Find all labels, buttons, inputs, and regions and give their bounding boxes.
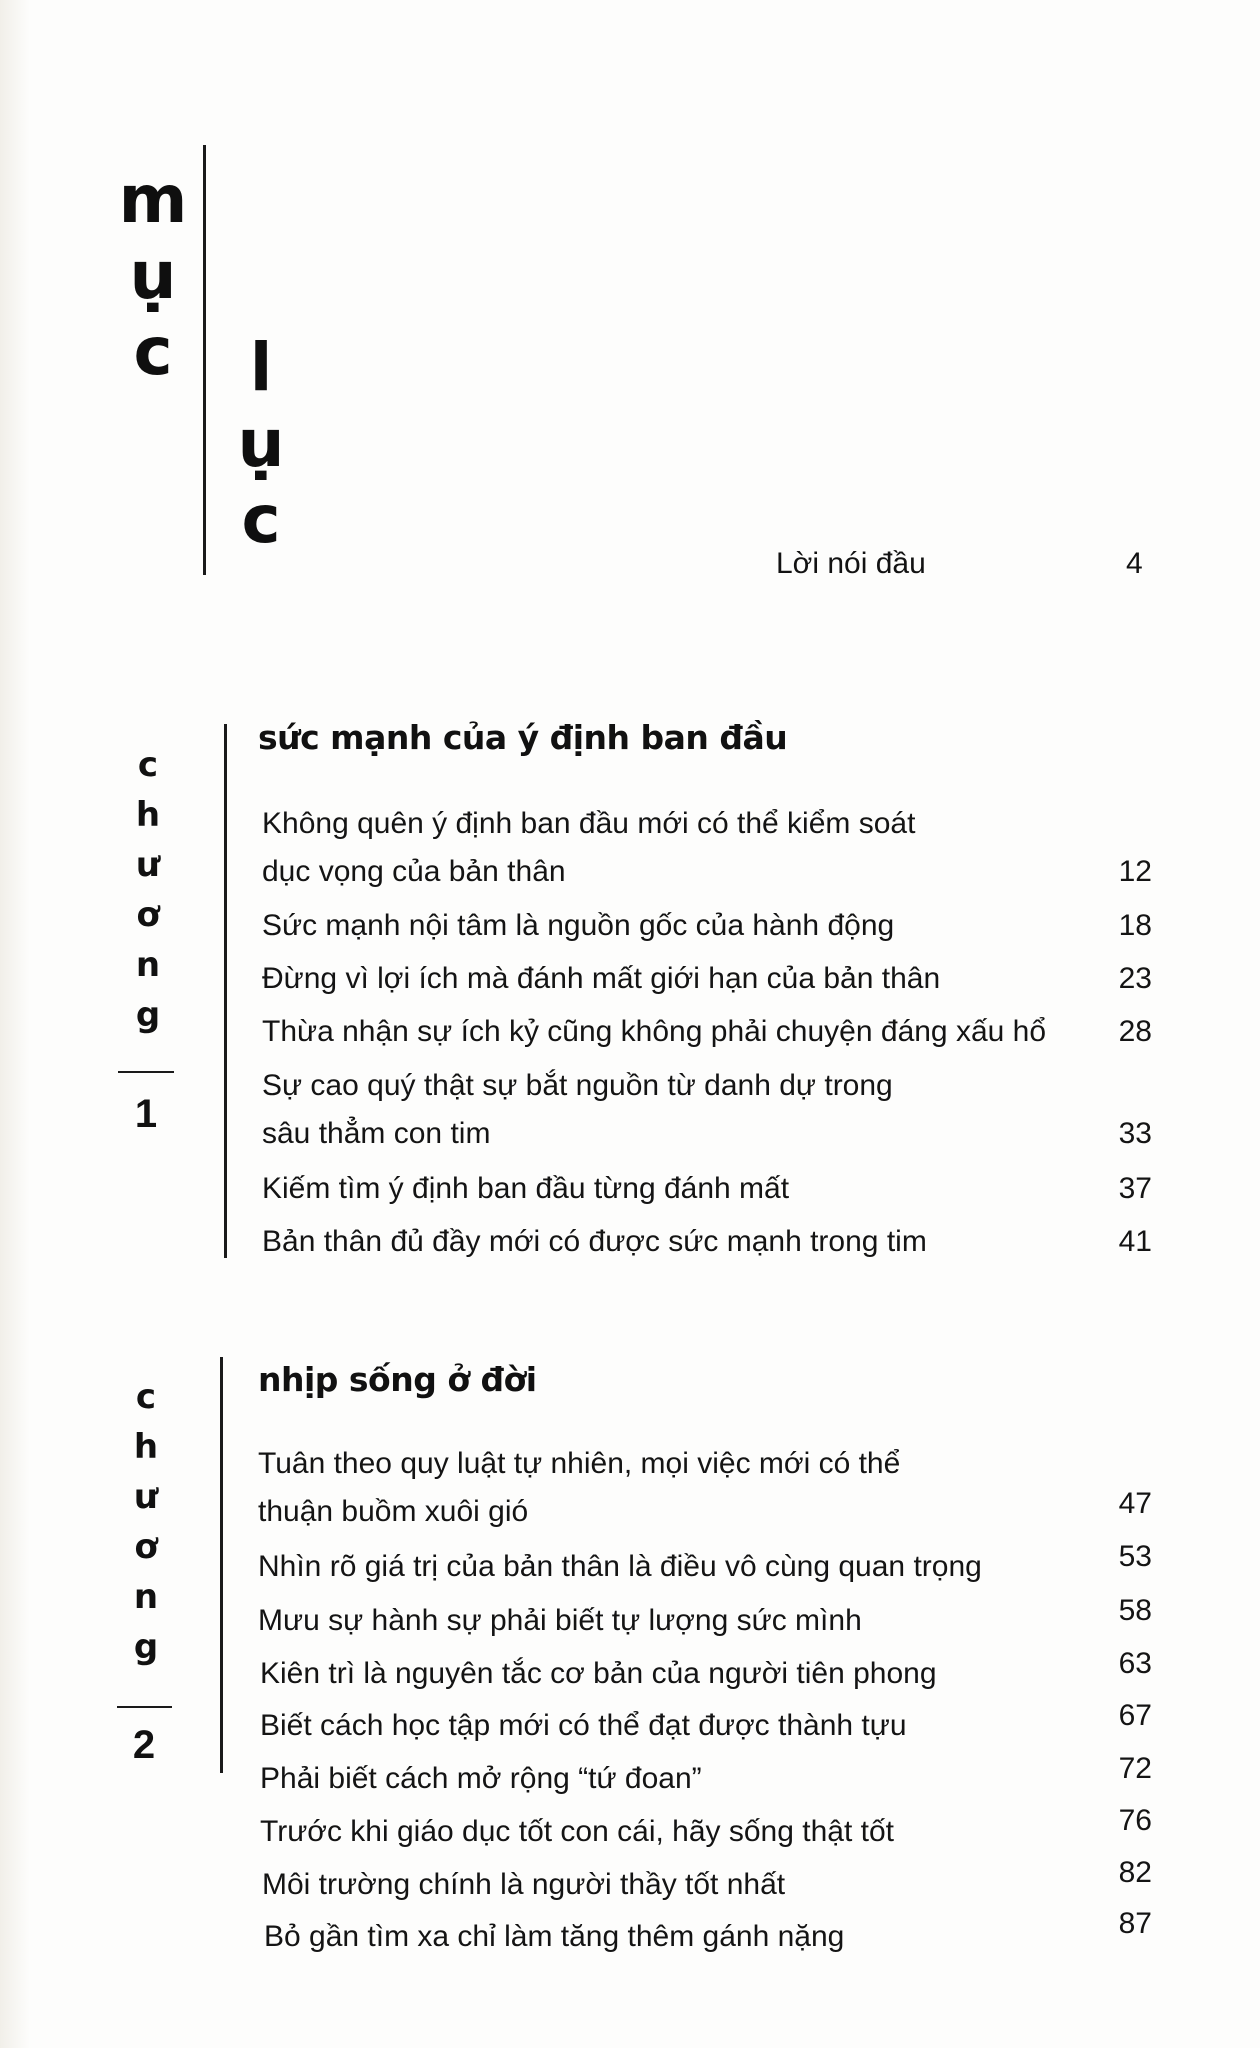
toc-entry[interactable]	[262, 1165, 1092, 1213]
toc-entry[interactable]	[262, 955, 1092, 1003]
title-letter: ụ	[237, 405, 285, 482]
chapter-letter: ư	[135, 845, 161, 885]
chapter-title[interactable]: nhịp sống ở đời	[258, 1360, 537, 1399]
title-letter: l	[249, 329, 273, 406]
chapter-letter: n	[135, 945, 161, 985]
page-number: 23	[1118, 962, 1152, 995]
toc-entry[interactable]	[258, 1440, 1088, 1536]
page-number: 47	[1118, 1487, 1152, 1520]
toc-entry[interactable]	[258, 1543, 1088, 1591]
chapter-divider	[220, 1357, 223, 1773]
toc-entry[interactable]	[260, 1755, 1090, 1803]
entry-line: Sức mạnh nội tâm là nguồn gốc của hành động	[262, 909, 895, 942]
toc-entry[interactable]	[262, 1861, 1092, 1909]
entry-line: Kiên trì là nguyên tắc cơ bản của người tiên phong	[260, 1657, 937, 1690]
title-letter: c	[133, 313, 173, 390]
chapter-letter: n	[133, 1577, 159, 1617]
entry-line: Phải biết cách mở rộng “tứ đoan”	[260, 1762, 702, 1795]
toc-title-left	[118, 162, 188, 390]
title-letter: ụ	[129, 237, 177, 314]
toc-entry[interactable]	[260, 1808, 1090, 1856]
page-edge-shadow	[0, 0, 30, 2048]
toc-entry[interactable]	[262, 1008, 1092, 1056]
page-number: 28	[1118, 1015, 1152, 1048]
toc-entry-intro[interactable]: Lời nói đầu	[776, 547, 926, 580]
page-number: 37	[1118, 1172, 1152, 1205]
page-number: 72	[1118, 1752, 1152, 1785]
toc-entry[interactable]	[262, 1218, 1092, 1266]
chapter-letter: c	[137, 745, 159, 785]
entry-line: sâu thẳm con tim	[262, 1117, 491, 1150]
title-letter: m	[118, 161, 188, 238]
page-number: 41	[1118, 1225, 1152, 1258]
chapter-letter: h	[133, 1427, 159, 1467]
chapter-letter: ư	[133, 1477, 159, 1517]
toc-entry[interactable]	[260, 1650, 1090, 1698]
chapter-label	[120, 740, 176, 1040]
entry-line: Không quên ý định ban đầu mới có thể kiểm soát	[262, 807, 916, 840]
page-number: 82	[1118, 1856, 1152, 1889]
entry-line: Môi trường chính là người thầy tốt nhất	[262, 1868, 786, 1901]
entry-line: Biết cách học tập mới có thể đạt được thành tựu	[260, 1709, 907, 1742]
title-letter: c	[241, 481, 281, 558]
toc-title-right	[226, 330, 296, 558]
chapter-letter: g	[135, 995, 161, 1035]
page-number: 18	[1118, 909, 1152, 942]
entry-line: Nhìn rõ giá trị của bản thân là điều vô cùng quan trọng	[258, 1550, 982, 1583]
chapter-letter: c	[135, 1377, 157, 1417]
entry-line: Kiếm tìm ý định ban đầu từng đánh mất	[262, 1172, 790, 1205]
entry-line: Mưu sự hành sự phải biết tự lượng sức mình	[258, 1604, 862, 1637]
page-number: 53	[1118, 1540, 1152, 1573]
entry-line: dục vọng của bản thân	[262, 855, 566, 888]
chapter-number: 1	[134, 1092, 158, 1136]
entry-line: thuận buồm xuôi gió	[258, 1495, 529, 1528]
chapter-number-divider	[118, 1071, 174, 1073]
page-number: 63	[1118, 1647, 1152, 1680]
chapter-label	[118, 1372, 174, 1672]
page-number: 67	[1118, 1699, 1152, 1732]
chapter-letter: ơ	[134, 1527, 158, 1567]
toc-entry[interactable]	[262, 800, 1092, 896]
chapter-number: 2	[132, 1723, 156, 1767]
page-number: 58	[1118, 1594, 1152, 1627]
toc-entry[interactable]	[262, 1062, 1092, 1158]
toc-entry[interactable]	[258, 1597, 1088, 1645]
entry-line: Tuân theo quy luật tự nhiên, mọi việc mới có thể	[258, 1447, 901, 1480]
title-divider	[203, 145, 206, 575]
page-number: 4	[1126, 547, 1143, 580]
entry-line: Đừng vì lợi ích mà đánh mất giới hạn của bản thân	[262, 962, 941, 995]
page-number: 33	[1118, 1117, 1152, 1150]
toc-entry[interactable]	[260, 1702, 1090, 1750]
page-number: 87	[1118, 1907, 1152, 1940]
entry-line: Sự cao quý thật sự bắt nguồn từ danh dự trong	[262, 1069, 893, 1102]
entry-line: Bỏ gần tìm xa chỉ làm tăng thêm gánh nặng	[264, 1920, 845, 1953]
toc-entry[interactable]	[264, 1913, 1094, 1961]
page-number: 12	[1118, 855, 1152, 888]
entry-line: Trước khi giáo dục tốt con cái, hãy sống thật tốt	[260, 1815, 894, 1848]
chapter-number-divider	[117, 1706, 172, 1708]
chapter-letter: h	[135, 795, 161, 835]
chapter-title[interactable]: sức mạnh của ý định ban đầu	[258, 718, 788, 757]
chapter-divider	[224, 724, 227, 1258]
entry-line: Thừa nhận sự ích kỷ cũng không phải chuyện đáng xấu hổ	[262, 1015, 1047, 1048]
chapter-letter: g	[133, 1627, 159, 1667]
toc-entry[interactable]	[262, 902, 1092, 950]
chapter-letter: ơ	[136, 895, 160, 935]
page-number: 76	[1118, 1804, 1152, 1837]
entry-line: Bản thân đủ đầy mới có được sức mạnh trong tim	[262, 1225, 927, 1258]
